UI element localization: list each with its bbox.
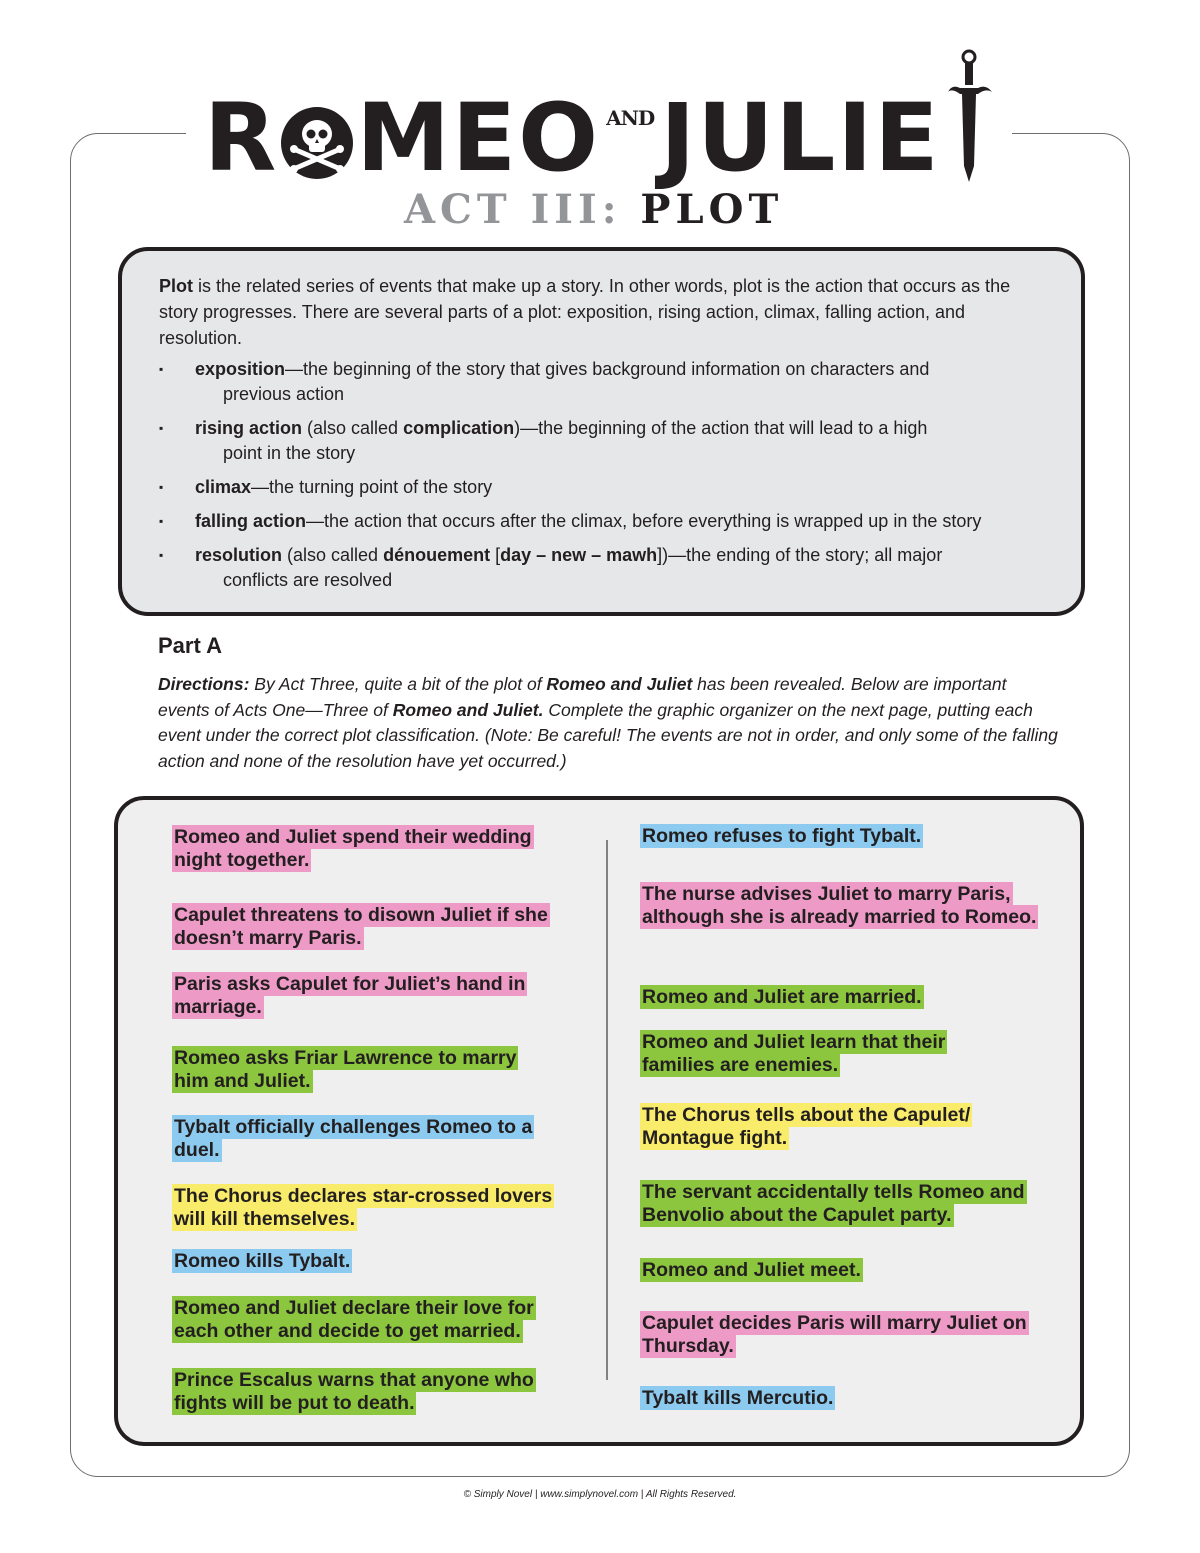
event-right-4: Romeo and Juliet learn that their families are enemies. bbox=[642, 1031, 946, 1076]
page-title bbox=[204, 76, 941, 193]
footer-copyright: © Simply Novel | www.simplynovel.com | All Rights Reserved. bbox=[463, 1489, 737, 1500]
page-subtitle bbox=[404, 186, 783, 233]
title-letter-r: R bbox=[204, 84, 279, 193]
event-right-7: Romeo and Juliet meet. bbox=[642, 1259, 861, 1281]
event-left-5: Tybalt officially challenges Romeo to a duel. bbox=[174, 1116, 533, 1161]
plot-term: Plot bbox=[159, 276, 193, 296]
event-left-1: Romeo and Juliet spend their wedding night together. bbox=[174, 826, 532, 871]
plot-terms-list bbox=[159, 357, 1045, 593]
term-climax: ▪ climax—the turning point of the story bbox=[159, 475, 1045, 500]
part-a-heading: Part A bbox=[158, 633, 222, 658]
plot-definition-text: is the related series of events that make up a story. In other words, plot is the action that occurs as the story progresses. There are several parts of a plot: exposition, rising action, climax, falling action, and resolution. bbox=[159, 276, 1011, 348]
title-and: AND bbox=[606, 106, 655, 130]
directions-text: Directions: By Act Three, quite a bit of the plot of Romeo and Juliet has been revealed. Below are important events of Acts One—Three of Romeo and Juliet. Complete the graphic organizer on the next page, putting each event under the correct plot classification. (Note: Be careful! The events are not in order, and only some of the falling action and none of the resolution have yet occurred.) bbox=[158, 674, 1058, 771]
event-right-8: Capulet decides Paris will marry Juliet on Thursday. bbox=[642, 1312, 1027, 1357]
term-exposition: ▪ exposition—the beginning of the story that gives background information on characters and previous action bbox=[159, 357, 1045, 407]
term-rising-action: ▪ rising action (also called complication)—the beginning of the action that will lead to a high point in the story bbox=[159, 416, 1045, 466]
event-right-5: The Chorus tells about the Capulet/ Montague fight. bbox=[642, 1104, 971, 1149]
event-right-6: The servant accidentally tells Romeo and Benvolio about the Capulet party. bbox=[642, 1181, 1025, 1226]
term-resolution: ▪ resolution (also called dénouement [day – new – mawh])—the ending of the story; all major conflicts are resolved bbox=[159, 543, 1045, 593]
subtitle-act: ACT III: bbox=[404, 186, 622, 233]
subtitle-plot: PLOT bbox=[640, 186, 784, 233]
event-left-9: Prince Escalus warns that anyone who fights will be put to death. bbox=[174, 1369, 534, 1414]
column-divider bbox=[606, 840, 608, 1380]
dagger-icon bbox=[946, 48, 998, 184]
event-left-2: Capulet threatens to disown Juliet if she doesn’t marry Paris. bbox=[174, 904, 548, 949]
plot-definition-box bbox=[118, 247, 1085, 616]
event-left-3: Paris asks Capulet for Juliet’s hand in marriage. bbox=[174, 973, 526, 1018]
event-left-6: The Chorus declares star-crossed lovers will kill themselves. bbox=[174, 1185, 553, 1230]
skull-crossbones-icon bbox=[280, 106, 354, 180]
event-left-7: Romeo kills Tybalt. bbox=[174, 1250, 351, 1272]
plot-definition bbox=[159, 273, 1045, 351]
event-right-3: Romeo and Juliet are married. bbox=[642, 986, 922, 1008]
event-right-9: Tybalt kills Mercutio. bbox=[642, 1387, 834, 1409]
event-right-1: Romeo refuses to fight Tybalt. bbox=[642, 825, 922, 847]
term-falling-action: ▪ falling action—the action that occurs after the climax, before everything is wrapped up in the story bbox=[159, 509, 1045, 534]
event-left-8: Romeo and Juliet declare their love for each other and decide to get married. bbox=[174, 1297, 534, 1342]
title-word-juliet: JULIE bbox=[660, 84, 941, 193]
event-left-4: Romeo asks Friar Lawrence to marry him and Juliet. bbox=[174, 1047, 517, 1092]
event-right-2: The nurse advises Juliet to marry Paris, although she is already married to Romeo. bbox=[642, 883, 1037, 928]
title-word-meo: MEO bbox=[356, 84, 601, 193]
